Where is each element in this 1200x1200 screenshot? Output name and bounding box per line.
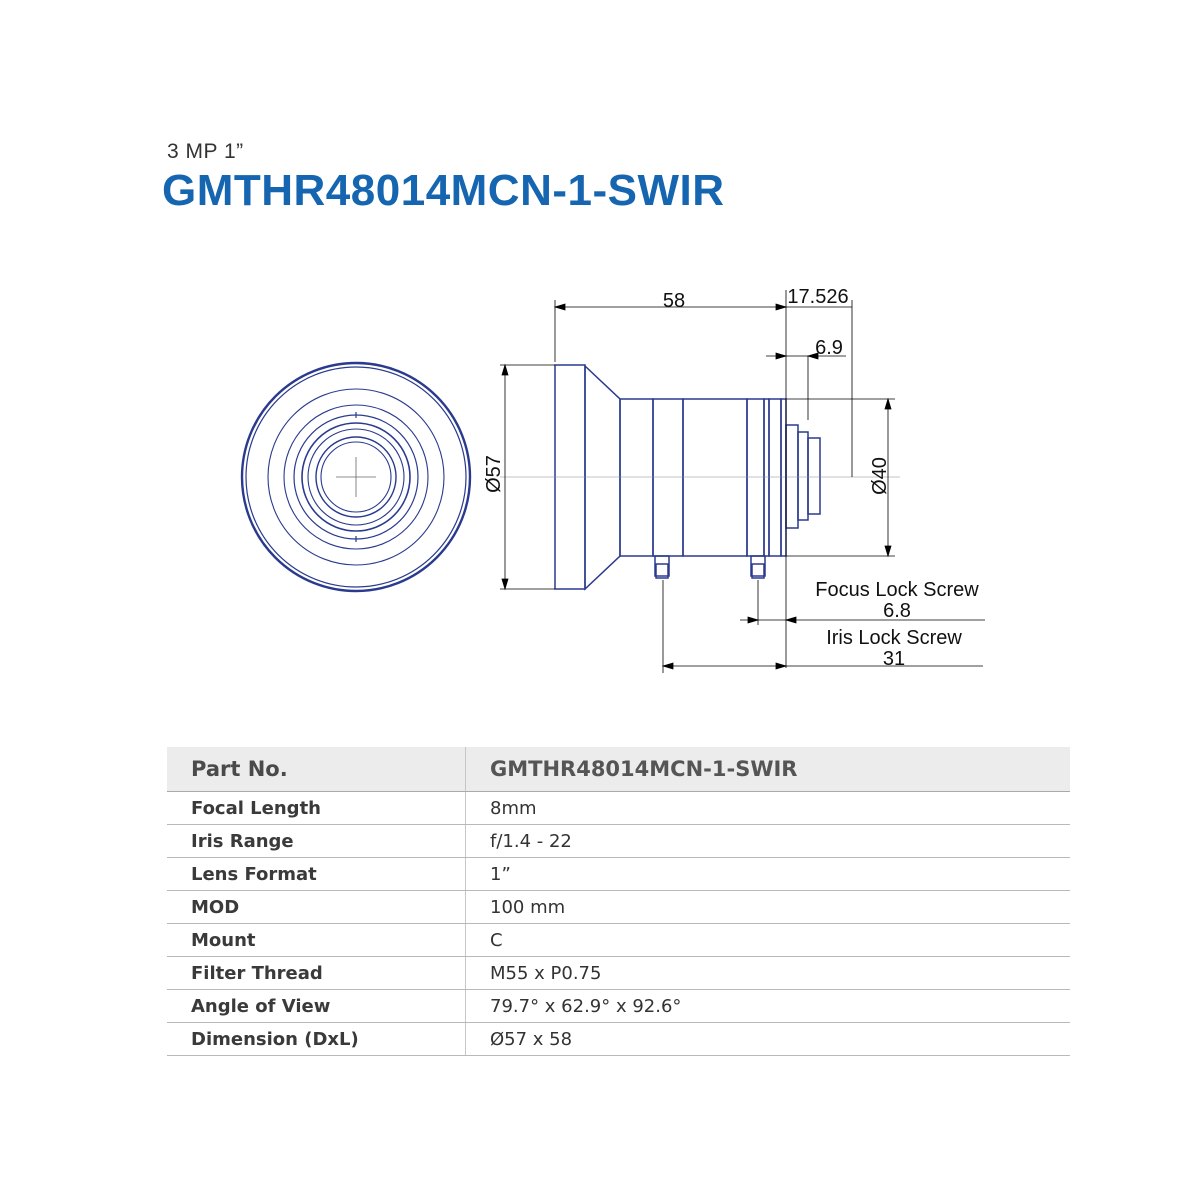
dimension-58-label: 58: [662, 290, 686, 312]
product-title: GMTHR48014MCN-1-SWIR: [162, 166, 725, 215]
iris-lock-screw-label: Iris Lock Screw: [826, 627, 962, 649]
spec-row: [167, 891, 1070, 924]
spec-key: Dimension (DxL): [167, 1023, 466, 1056]
spec-value: 79.7° x 62.9° x 92.6°: [466, 990, 1071, 1023]
spec-table: [167, 747, 1070, 1056]
spec-value: 8mm: [466, 792, 1071, 825]
spec-key: Mount: [167, 924, 466, 957]
spec-header-value: GMTHR48014MCN-1-SWIR: [466, 747, 1071, 792]
dimension-labels: [483, 286, 979, 670]
spec-row: [167, 924, 1070, 957]
spec-row: [167, 792, 1070, 825]
lens-front-view: [242, 363, 470, 591]
spec-key: Focal Length: [167, 792, 466, 825]
spec-row: [167, 858, 1070, 891]
dimension-6-9-label: 6.9: [815, 337, 843, 359]
spec-key: Lens Format: [167, 858, 466, 891]
spec-row: [167, 825, 1070, 858]
dimension-d40-label: Ø40: [869, 457, 891, 495]
spec-row: [167, 957, 1070, 990]
dimension-17526-label: 17.526: [787, 286, 849, 308]
spec-value: C: [466, 924, 1071, 957]
spec-row: [167, 1023, 1070, 1056]
spec-value: M55 x P0.75: [466, 957, 1071, 990]
spec-value: f/1.4 - 22: [466, 825, 1071, 858]
focus-lock-screw-value: 6.8: [883, 600, 911, 622]
spec-value: 1”: [466, 858, 1071, 891]
product-subtitle: 3 MP 1”: [167, 140, 244, 163]
spec-row: [167, 990, 1070, 1023]
spec-header-row: [167, 747, 1070, 792]
iris-lock-screw-value: 31: [882, 648, 906, 670]
spec-key: Angle of View: [167, 990, 466, 1023]
spec-key: Iris Range: [167, 825, 466, 858]
spec-key: Filter Thread: [167, 957, 466, 990]
spec-value: 100 mm: [466, 891, 1071, 924]
focus-lock-screw-label: Focus Lock Screw: [815, 579, 979, 601]
dimension-lines: [500, 290, 985, 673]
spec-header-key: Part No.: [167, 747, 466, 792]
spec-value: Ø57 x 58: [466, 1023, 1071, 1056]
spec-key: MOD: [167, 891, 466, 924]
dimension-d57-label: Ø57: [483, 455, 505, 493]
